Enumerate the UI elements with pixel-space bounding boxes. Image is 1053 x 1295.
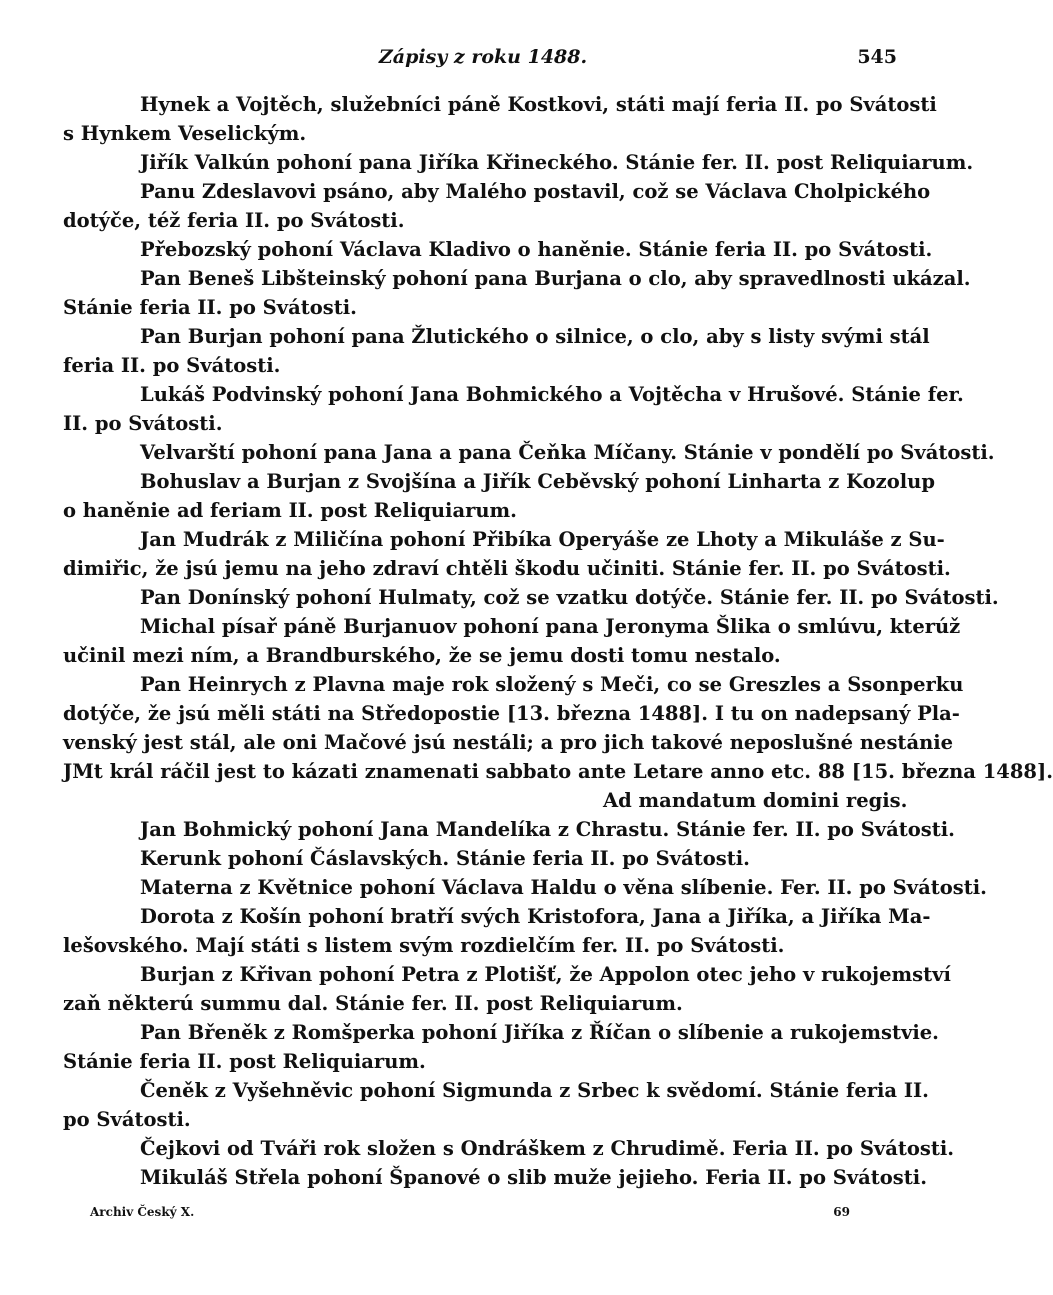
- text-line: venský jest stál, ale oni Mačové jsú nestáli; a pro jich takové neposlušné nestánie: [63, 731, 954, 754]
- text-line: po Svátosti.: [63, 1108, 191, 1131]
- text-line: dimiřic, že jsú jemu na jeho zdraví chtěli škodu učiniti. Stánie fer. II. po Svátosti.: [63, 557, 951, 580]
- text-line: Kerunk pohoní Čáslavských. Stánie feria II. po Svátosti.: [140, 847, 750, 870]
- text-line: lešovského. Mají státi s listem svým rozdielčím fer. II. po Svátosti.: [63, 934, 785, 957]
- text-line: Pan Donínský pohoní Hulmaty, což se vzatku dotýče. Stánie fer. II. po Svátosti.: [140, 586, 999, 609]
- text-line: Mikuláš Střela pohoní Španové o slib muže jejieho. Feria II. po Svátosti.: [140, 1166, 927, 1189]
- document-page: [63, 0, 1053, 1295]
- signature-mark: 69: [833, 1205, 850, 1219]
- text-line: Dorota z Košín pohoní bratří svých Kristofora, Jana a Jiříka, a Jiříka Ma-: [140, 905, 931, 928]
- text-line: Lukáš Podvinský pohoní Jana Bohmického a Vojtěcha v Hrušové. Stánie fer.: [140, 383, 964, 406]
- page-number: 545: [857, 46, 897, 68]
- text-line: II. po Svátosti.: [63, 412, 223, 435]
- text-line: Burjan z Křivan pohoní Petra z Plotišť, že Appolon otec jeho v rukojemství: [140, 963, 951, 986]
- text-line: Materna z Květnice pohoní Václava Haldu o věna slíbenie. Fer. II. po Svátosti.: [140, 876, 987, 899]
- text-line: dotýče, též feria II. po Svátosti.: [63, 209, 405, 232]
- page-footer: [90, 1205, 850, 1225]
- footer-volume: Archiv Český X.: [90, 1205, 195, 1219]
- text-line: Pan Burjan pohoní pana Žlutického o silnice, o clo, aby s listy svými stál: [140, 325, 930, 348]
- text-line: Michal písař páně Burjanuov pohoní pana Jeronyma Šlika o smlúvu, kterúž: [140, 615, 961, 638]
- text-line: Jiřík Valkún pohoní pana Jiříka Křineckého. Stánie fer. II. post Reliquiarum.: [140, 151, 974, 174]
- text-line: Čeněk z Vyšehněvic pohoní Sigmunda z Srbec k svědomí. Stánie feria II.: [140, 1079, 929, 1102]
- text-line: s Hynkem Veselickým.: [63, 122, 307, 145]
- text-line: zaň některú summu dal. Stánie fer. II. post Reliquiarum.: [63, 992, 683, 1015]
- text-line: Jan Mudrák z Miličína pohoní Přibíka Operyáše ze Lhoty a Mikuláše z Su-: [140, 528, 945, 551]
- text-line: Přebozský pohoní Václava Kladivo o haněnie. Stánie feria II. po Svátosti.: [140, 238, 933, 261]
- text-line: Velvarští pohoní pana Jana a pana Čeňka Míčany. Stánie v pondělí po Svátosti.: [140, 441, 995, 464]
- text-line: Panu Zdeslavovi psáno, aby Malého postavil, což se Václava Cholpického: [140, 180, 931, 203]
- text-line: Pan Beneš Libšteinský pohoní pana Burjana o clo, aby spravedlnosti ukázal.: [140, 267, 971, 290]
- text-line: Bohuslav a Burjan z Svojšína a Jiřík Ceběvský pohoní Linharta z Kozolup: [140, 470, 935, 493]
- text-line: JMt král ráčil jest to kázati znamenati sabbato ante Letare anno etc. 88 [15. března 1488].: [63, 760, 1053, 783]
- text-line: Pan Heinrych z Plavna maje rok složený s Meči, co se Greszles a Ssonperku: [140, 673, 964, 696]
- text-line: učinil mezi ním, a Brandburského, že se jemu dosti tomu nestalo.: [63, 644, 781, 667]
- text-line: feria II. po Svátosti.: [63, 354, 281, 377]
- text-line: Stánie feria II. post Reliquiarum.: [63, 1050, 426, 1073]
- text-line: Jan Bohmický pohoní Jana Mandelíka z Chrastu. Stánie fer. II. po Svátosti.: [140, 818, 955, 841]
- running-header: [63, 46, 903, 76]
- text-line: o haněnie ad feriam II. post Reliquiarum.: [63, 499, 517, 522]
- text-line: Čejkovi od Tváři rok složen s Ondráškem z Chrudimě. Feria II. po Svátosti.: [140, 1137, 955, 1160]
- text-body: [63, 90, 1053, 1192]
- text-line: Pan Břeněk z Romšperka pohoní Jiříka z Říčan o slíbenie a rukojemstvie.: [140, 1021, 939, 1044]
- text-line: Hynek a Vojtěch, služebníci páně Kostkovi, státi mají feria II. po Svátosti: [140, 93, 937, 116]
- text-line: dotýče, že jsú měli státi na Středopostie [13. března 1488]. I tu on nadepsaný Pla-: [63, 702, 960, 725]
- text-line: Ad mandatum domini regis.: [603, 789, 908, 812]
- running-title: Zápisy z roku 1488.: [378, 46, 588, 68]
- text-line: Stánie feria II. po Svátosti.: [63, 296, 357, 319]
